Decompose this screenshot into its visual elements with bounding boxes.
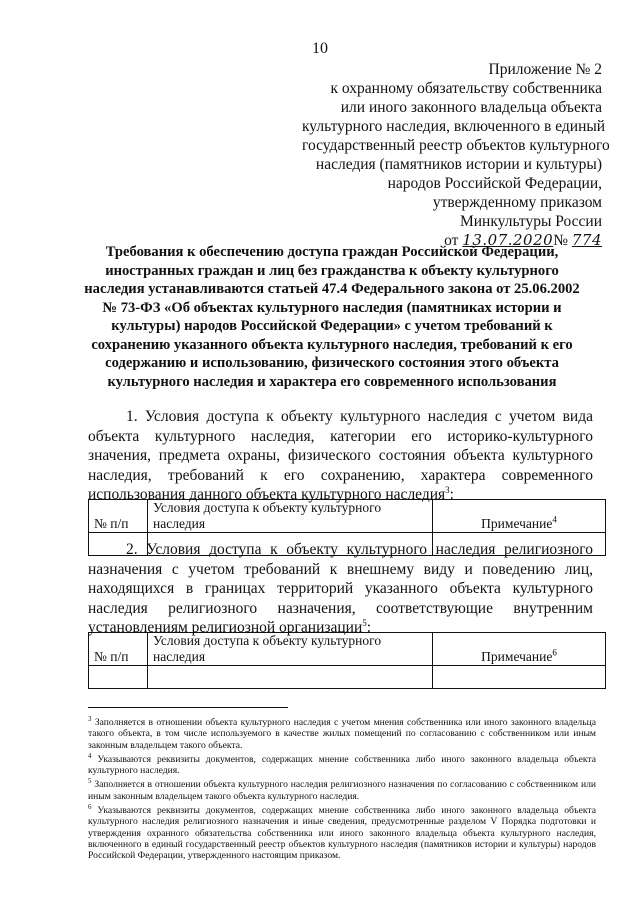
number-sign: № (553, 232, 568, 249)
header-number: № п/п (89, 633, 148, 666)
appendix-line: утвержденному приказом (432, 194, 602, 211)
appendix-line: или иного законного владельца объекта (340, 99, 602, 116)
section-1-text: 1. Условия доступа к объекту культурного наследия с учетом вида объекта культурного наследия, категории его историко-культурного значения, предмета охраны, физического состояния объекта культурного наследия, требований к его сохранению, характера современного использования данного объекта культурного наследия (88, 408, 593, 503)
appendix-line: Приложение № 2 (488, 61, 602, 78)
table-row (89, 666, 606, 689)
header-conditions: Условия доступа к объекту культурного наследия (148, 500, 433, 533)
footnotes (88, 714, 596, 861)
appendix-line: культурного наследия, включенного в единый (302, 118, 606, 135)
header-note (433, 500, 606, 533)
footnote (88, 714, 596, 751)
appendix-line: государственный реестр объектов культурного (302, 137, 610, 154)
header-note (433, 633, 606, 666)
table-cell (89, 666, 148, 689)
footnote-ref: 3 (445, 484, 450, 495)
footnote-text: Заполняется в отношении объекта культурного наследия с учетом мнения собственника или иного законного владельца такого объекта, в том числе используемого в качестве жилых помещений по согласованию с собственником или иным законным владельцем такого объекта. (88, 717, 596, 751)
access-conditions-table-2 (88, 632, 606, 689)
footnote-number: 4 (88, 751, 92, 760)
footnote (88, 802, 596, 861)
table-cell (433, 666, 606, 689)
appendix-line: Минкультуры России (459, 213, 602, 230)
colon: : (449, 486, 454, 503)
footnote-ref: 5 (362, 617, 367, 628)
page-number: 10 (312, 40, 328, 57)
colon: : (366, 619, 372, 636)
footnote (88, 751, 596, 777)
table-cell (148, 666, 433, 689)
header-note-label: Примечание (481, 649, 553, 664)
footnote (88, 776, 596, 802)
footnote-text: Указываются реквизиты документов, содержащих мнение собственника либо иного законного владельца объекта культурного наследия религиозного назначения и иные сведения, предусмотренные разделом V Порядка подготовки и утверждения охранного обязательства собственника или иного законного владельца объекта культурного наследия, включенного в единый государственный реестр объектов культурного наследия (памятников истории и культуры) народов Российской Федерации, утвержденного настоящим приказом. (88, 805, 596, 861)
date-prefix: от (444, 232, 459, 249)
handwritten-number: 774 (571, 231, 602, 249)
requirements-title: Требования к обеспечению доступа граждан Российской Федерации, иностранных граждан и лиц без гражданства к объекту культурного наследия устанавливаются статьей 47.4 Федерального закона от 25.06.2002 № 73-ФЗ «Об объектах культурного наследия (памятниках истории и культуры) народов Российской Федерации» с учетом требований к сохранению указанного объекта культурного наследия, требований к его содержанию и использованию, физического состояния этого объекта культурного наследия и характера его современного использования (84, 244, 580, 390)
footnote-ref: 4 (552, 514, 557, 525)
section-2-paragraph (88, 540, 593, 638)
handwritten-date: 13.07.2020 (462, 231, 554, 249)
appendix-header (302, 60, 610, 250)
header-conditions: Условия доступа к объекту культурного наследия (148, 633, 433, 666)
appendix-line: наследия (памятников истории и культуры) (315, 156, 602, 173)
footnote-separator (88, 707, 288, 708)
section-2-text: 2. Условия доступа к объекту культурного наследия религиозного назначения с учетом требований к внешнему виду и поведению лиц, находящихся в границах территорий указанного объекта культурного наследия религиозного назначения, соответствующие внутренним установлениям религиозной организации (88, 541, 593, 636)
table-header-row (89, 500, 606, 533)
footnote-number: 5 (88, 777, 92, 786)
footnote-ref: 6 (552, 647, 557, 658)
appendix-line: к охранному обязательству собственника (330, 80, 602, 97)
header-note-label: Примечание (481, 516, 553, 531)
appendix-line: народов Российской Федерации, (387, 175, 602, 192)
table-header-row (89, 633, 606, 666)
section-1-paragraph (88, 407, 593, 505)
footnote-text: Указываются реквизиты документов, содержащих мнение собственника либо иного законного владельца объекта культурного наследия. (88, 753, 596, 777)
header-number: № п/п (89, 500, 148, 533)
footnote-number: 3 (88, 715, 92, 723)
footnote-number: 6 (88, 802, 92, 811)
footnote-text: Заполняется в отношении объекта культурного наследия религиозного назначения по согласованию с собственником или иным законным владельцем такого объекта культурного наследия. (88, 779, 596, 802)
